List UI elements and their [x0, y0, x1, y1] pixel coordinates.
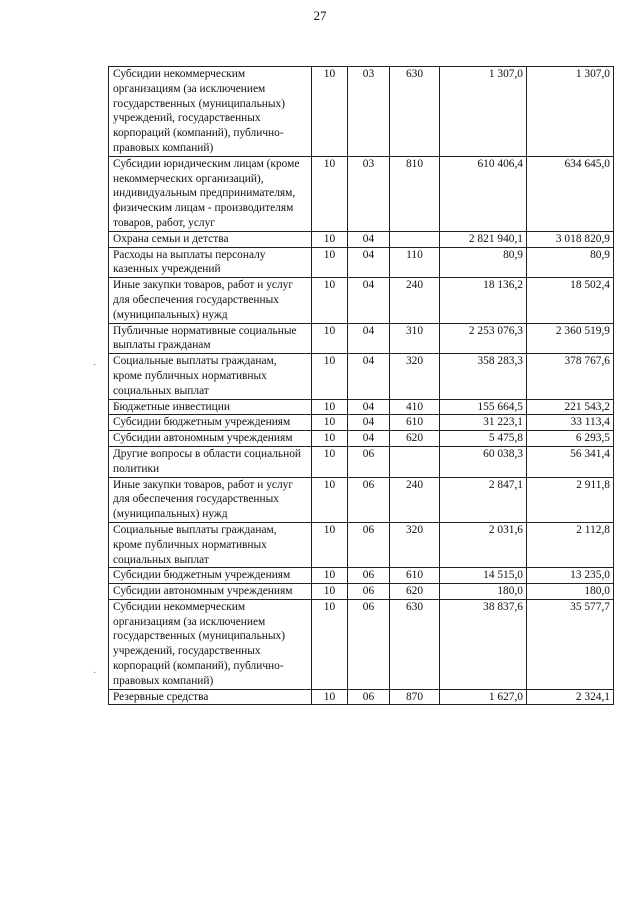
row-expense-type-cell: 620: [390, 431, 440, 447]
row-value-1-cell: 80,9: [440, 247, 527, 278]
table-row: [109, 689, 614, 705]
row-subsection-cell: 04: [348, 415, 390, 431]
row-value-1-cell: 155 664,5: [440, 399, 527, 415]
row-value-2-cell: 6 293,5: [527, 431, 614, 447]
row-expense-type-cell: [390, 231, 440, 247]
row-expense-type-cell: 240: [390, 278, 440, 323]
table-row: [109, 67, 614, 157]
page-number: 27: [313, 8, 327, 23]
row-value-2-cell: 3 018 820,9: [527, 231, 614, 247]
row-expense-type-cell: 620: [390, 584, 440, 600]
row-value-2-cell: 35 577,7: [527, 599, 614, 689]
row-section-cell: 10: [312, 278, 348, 323]
row-subsection-cell: 04: [348, 247, 390, 278]
table-row: [109, 399, 614, 415]
row-value-2-cell: 13 235,0: [527, 568, 614, 584]
row-expense-type-cell: 610: [390, 568, 440, 584]
row-subsection-cell: 06: [348, 568, 390, 584]
row-name-cell: Субсидии бюджетным учреждениям: [109, 568, 312, 584]
row-name-cell: Расходы на выплаты персоналу казенных учреждений: [109, 247, 312, 278]
row-name-cell: Иные закупки товаров, работ и услуг для обеспечения государственных (муниципальных) нужд: [109, 477, 312, 522]
row-section-cell: 10: [312, 431, 348, 447]
row-subsection-cell: 06: [348, 584, 390, 600]
row-value-2-cell: 2 911,8: [527, 477, 614, 522]
row-section-cell: 10: [312, 323, 348, 354]
row-value-2-cell: 221 543,2: [527, 399, 614, 415]
row-value-1-cell: 14 515,0: [440, 568, 527, 584]
table-row: [109, 477, 614, 522]
row-name-cell: Публичные нормативные социальные выплаты гражданам: [109, 323, 312, 354]
margin-mark: ·: [93, 360, 97, 371]
row-expense-type-cell: 630: [390, 67, 440, 157]
row-name-cell: Социальные выплаты гражданам, кроме публичных нормативных социальных выплат: [109, 354, 312, 399]
row-section-cell: 10: [312, 399, 348, 415]
row-section-cell: 10: [312, 67, 348, 157]
row-section-cell: 10: [312, 231, 348, 247]
row-name-cell: Социальные выплаты гражданам, кроме публичных нормативных социальных выплат: [109, 522, 312, 567]
table-row: [109, 231, 614, 247]
row-value-1-cell: 180,0: [440, 584, 527, 600]
row-name-cell: Охрана семьи и детства: [109, 231, 312, 247]
row-section-cell: 10: [312, 522, 348, 567]
row-expense-type-cell: 320: [390, 354, 440, 399]
row-value-1-cell: 18 136,2: [440, 278, 527, 323]
row-value-1-cell: 610 406,4: [440, 156, 527, 231]
table-row: [109, 415, 614, 431]
row-name-cell: Иные закупки товаров, работ и услуг для обеспечения государственных (муниципальных) нужд: [109, 278, 312, 323]
row-expense-type-cell: 320: [390, 522, 440, 567]
row-expense-type-cell: 410: [390, 399, 440, 415]
table-row: [109, 247, 614, 278]
row-expense-type-cell: 870: [390, 689, 440, 705]
row-subsection-cell: 04: [348, 354, 390, 399]
row-section-cell: 10: [312, 156, 348, 231]
row-section-cell: 10: [312, 689, 348, 705]
row-value-1-cell: 5 475,8: [440, 431, 527, 447]
row-subsection-cell: 04: [348, 399, 390, 415]
row-subsection-cell: 06: [348, 477, 390, 522]
row-value-2-cell: 33 113,4: [527, 415, 614, 431]
row-value-1-cell: 1 627,0: [440, 689, 527, 705]
table-row: [109, 584, 614, 600]
row-section-cell: 10: [312, 477, 348, 522]
table-row: [109, 431, 614, 447]
table-row: [109, 323, 614, 354]
row-name-cell: Субсидии некоммерческим организациям (за исключением государственных (муниципальных) учреждений, государственных корпораций (компаний), публично-правовых компаний): [109, 599, 312, 689]
row-subsection-cell: 06: [348, 599, 390, 689]
margin-mark: ·: [93, 668, 97, 679]
row-name-cell: Бюджетные инвестиции: [109, 399, 312, 415]
row-subsection-cell: 06: [348, 689, 390, 705]
row-name-cell: Субсидии автономным учреждениям: [109, 584, 312, 600]
row-subsection-cell: 04: [348, 431, 390, 447]
row-subsection-cell: 04: [348, 278, 390, 323]
row-value-1-cell: 31 223,1: [440, 415, 527, 431]
table-row: [109, 568, 614, 584]
budget-table: [108, 66, 614, 705]
table-row: [109, 354, 614, 399]
row-subsection-cell: 06: [348, 446, 390, 477]
row-section-cell: 10: [312, 584, 348, 600]
row-subsection-cell: 06: [348, 522, 390, 567]
table-row: [109, 156, 614, 231]
row-value-2-cell: 1 307,0: [527, 67, 614, 157]
row-name-cell: Субсидии юридическим лицам (кроме некоммерческих организаций), индивидуальным предпринимателям, физическим лицам - производителям товаров, работ, услуг: [109, 156, 312, 231]
row-value-1-cell: 1 307,0: [440, 67, 527, 157]
table-row: [109, 446, 614, 477]
table-row: [109, 522, 614, 567]
row-value-2-cell: 18 502,4: [527, 278, 614, 323]
row-expense-type-cell: 310: [390, 323, 440, 354]
row-value-2-cell: 634 645,0: [527, 156, 614, 231]
row-expense-type-cell: [390, 446, 440, 477]
table-row: [109, 278, 614, 323]
row-expense-type-cell: 810: [390, 156, 440, 231]
row-name-cell: Субсидии автономным учреждениям: [109, 431, 312, 447]
row-value-1-cell: 2 031,6: [440, 522, 527, 567]
row-section-cell: 10: [312, 354, 348, 399]
budget-table-body: [109, 67, 614, 705]
row-value-1-cell: 38 837,6: [440, 599, 527, 689]
row-subsection-cell: 03: [348, 156, 390, 231]
row-name-cell: Другие вопросы в области социальной политики: [109, 446, 312, 477]
row-section-cell: 10: [312, 599, 348, 689]
row-value-2-cell: 56 341,4: [527, 446, 614, 477]
table-row: [109, 599, 614, 689]
row-section-cell: 10: [312, 446, 348, 477]
row-value-2-cell: 2 324,1: [527, 689, 614, 705]
row-section-cell: 10: [312, 247, 348, 278]
row-section-cell: 10: [312, 568, 348, 584]
row-value-2-cell: 2 360 519,9: [527, 323, 614, 354]
row-value-1-cell: 2 821 940,1: [440, 231, 527, 247]
row-expense-type-cell: 610: [390, 415, 440, 431]
row-name-cell: Резервные средства: [109, 689, 312, 705]
row-value-1-cell: 60 038,3: [440, 446, 527, 477]
row-name-cell: Субсидии бюджетным учреждениям: [109, 415, 312, 431]
row-value-1-cell: 358 283,3: [440, 354, 527, 399]
row-expense-type-cell: 630: [390, 599, 440, 689]
row-value-1-cell: 2 847,1: [440, 477, 527, 522]
row-value-2-cell: 180,0: [527, 584, 614, 600]
row-expense-type-cell: 110: [390, 247, 440, 278]
row-value-1-cell: 2 253 076,3: [440, 323, 527, 354]
row-subsection-cell: 04: [348, 323, 390, 354]
row-value-2-cell: 378 767,6: [527, 354, 614, 399]
row-subsection-cell: 03: [348, 67, 390, 157]
row-value-2-cell: 2 112,8: [527, 522, 614, 567]
row-subsection-cell: 04: [348, 231, 390, 247]
row-expense-type-cell: 240: [390, 477, 440, 522]
row-value-2-cell: 80,9: [527, 247, 614, 278]
row-section-cell: 10: [312, 415, 348, 431]
row-name-cell: Субсидии некоммерческим организациям (за исключением государственных (муниципальных) учреждений, государственных корпораций (компаний), публично-правовых компаний): [109, 67, 312, 157]
